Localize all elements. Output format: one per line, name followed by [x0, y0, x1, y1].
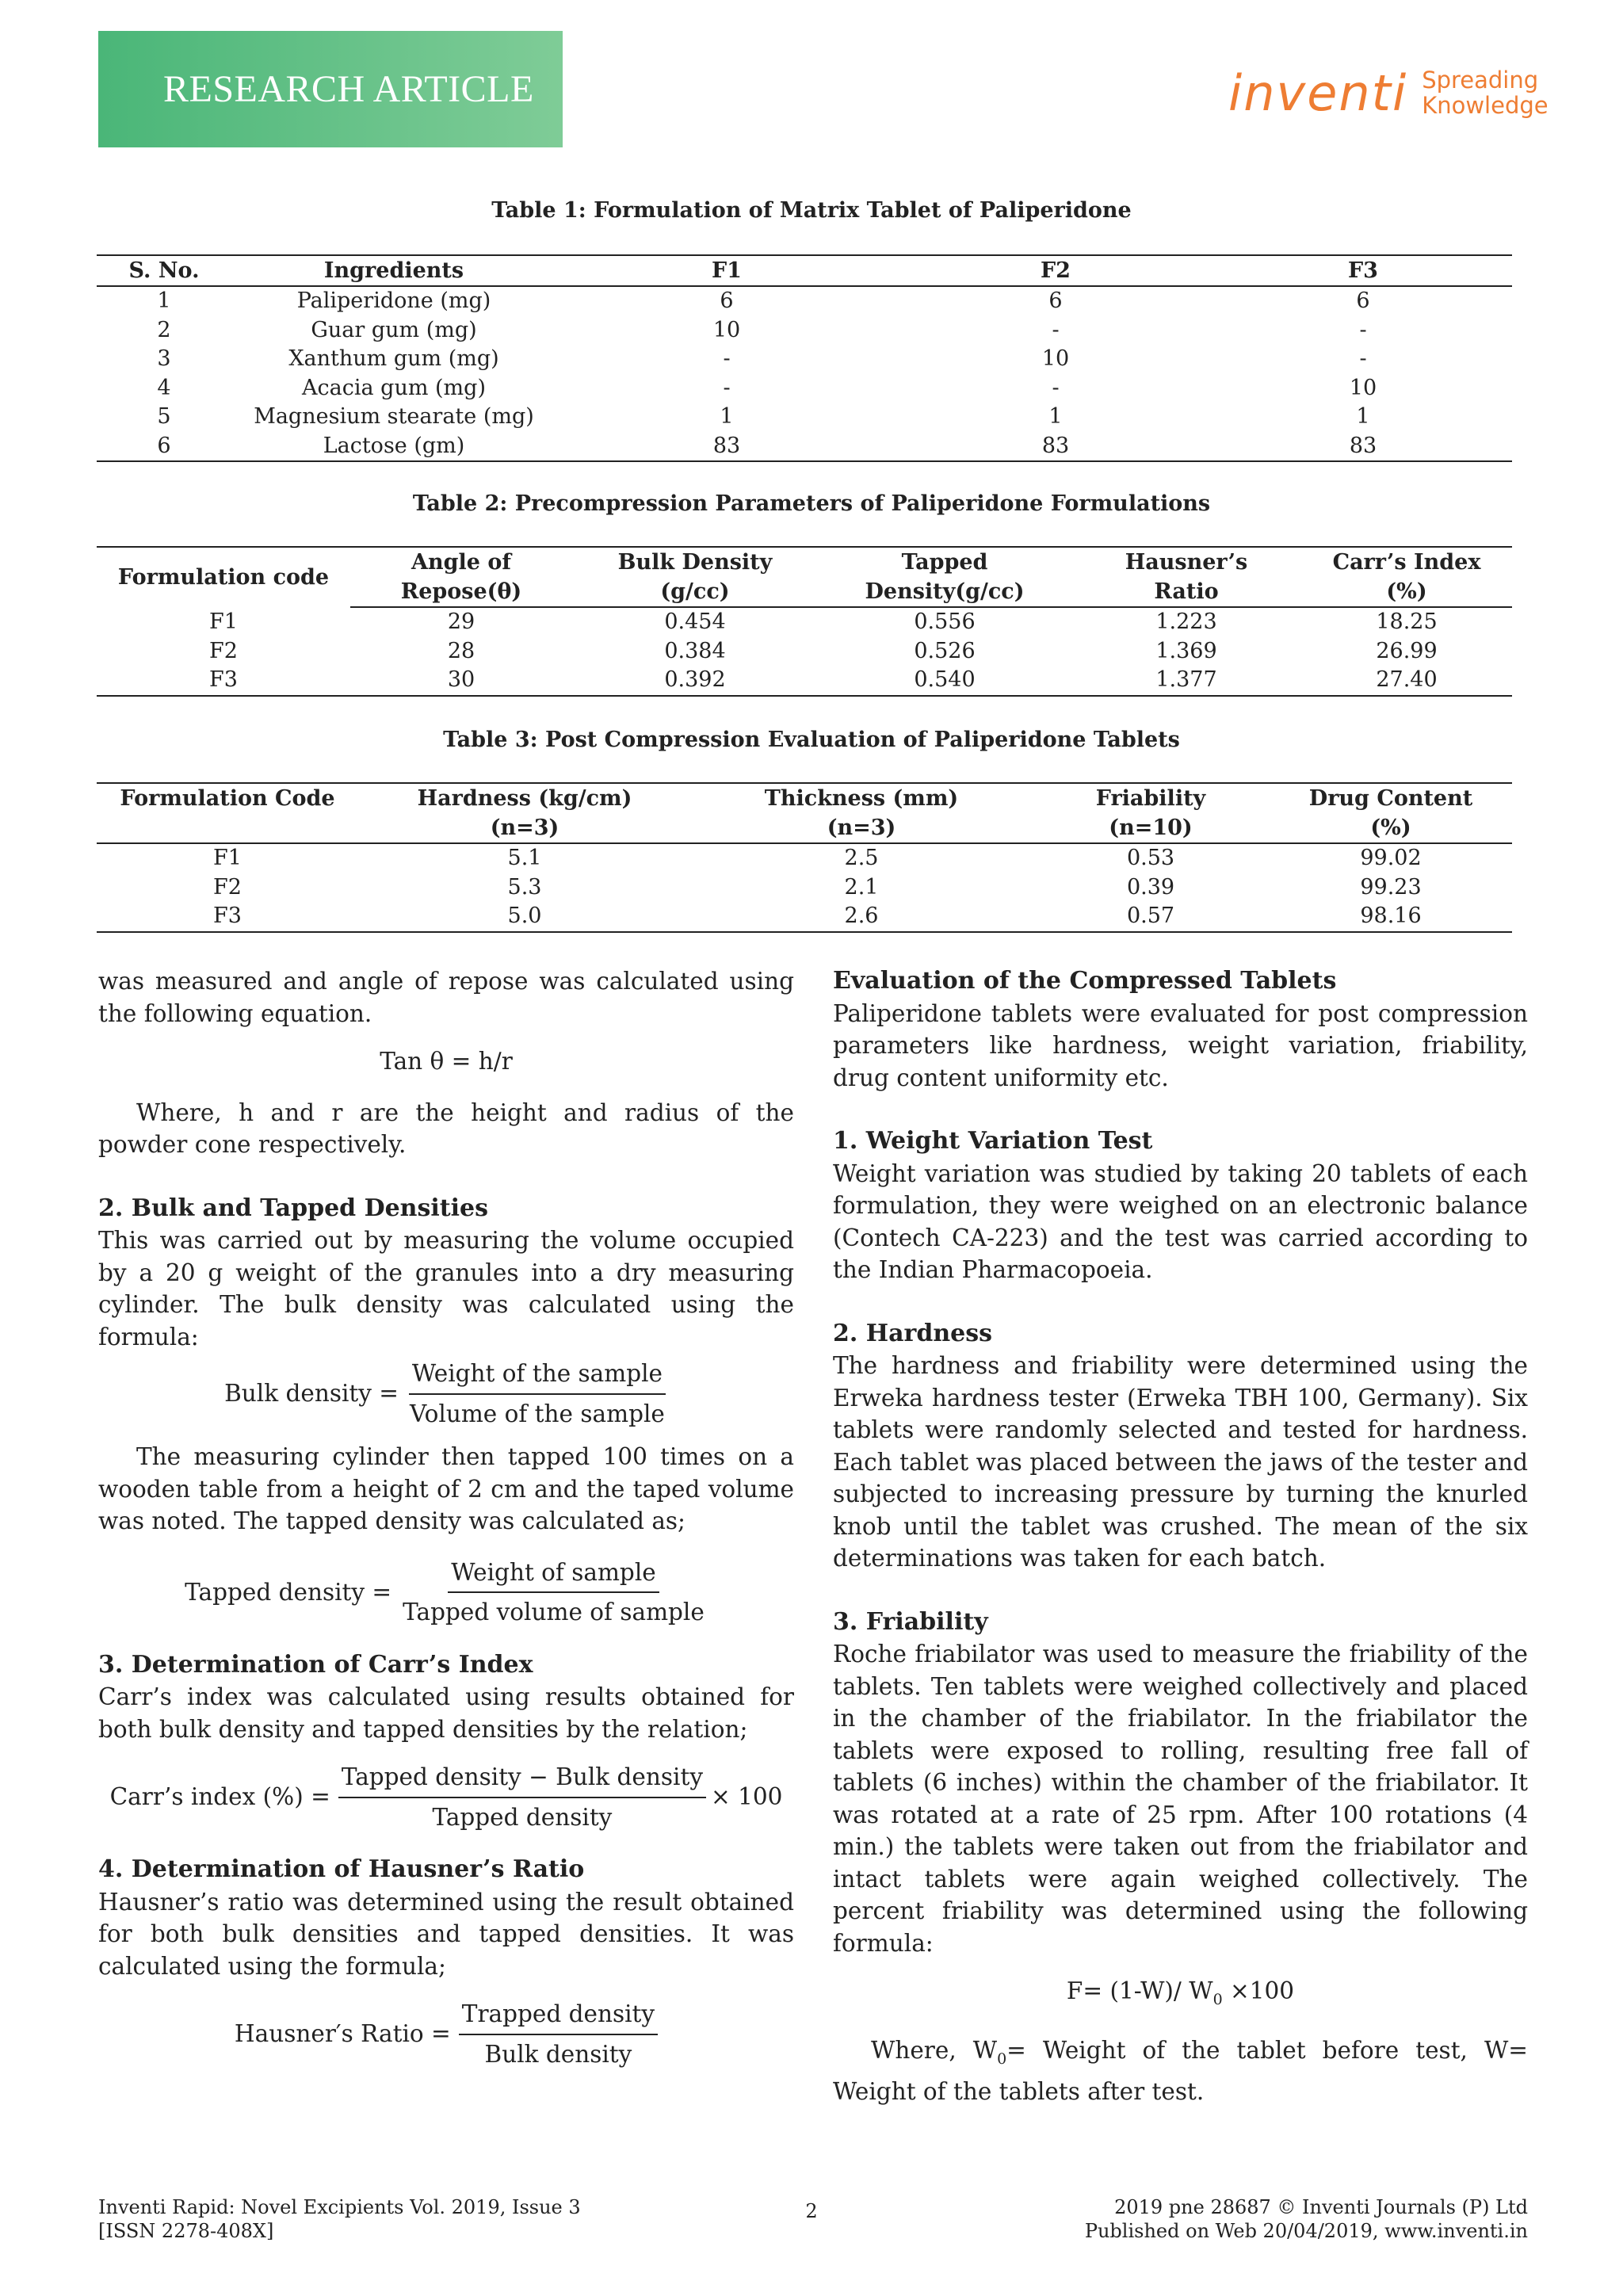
paragraph-subscript: 0 [997, 2050, 1007, 2069]
table1-header-cell: F3 [1214, 255, 1512, 286]
table-row [97, 286, 1512, 316]
table-cell: 83 [556, 432, 897, 462]
table-cell: 28 [447, 638, 475, 663]
table-cell: 98.16 [1270, 902, 1512, 932]
logo-tagline [1422, 67, 1548, 118]
body-paragraph: Hausner’s ratio was determined using the result obtained for both bulk densities and tapped densities. It was calculated using the formula; [98, 1888, 794, 1980]
body-paragraph: The hardness and friability were determined using the Erweka hardness tester (Erweka TBH 100, Germany). Six tablets were randomly selected and tested for hardness. Each tablet was placed between the jaws of the tester and subjected to increasing pressure by turning the knurled knob until the tablet was crushed. The mean of the six determinations was taken for each batch. [833, 1352, 1528, 1572]
table2-header-cell: Bulk Density [572, 547, 818, 577]
table-cell: Paliperidone (mg) [296, 288, 491, 313]
table-cell: 6 [97, 432, 231, 462]
table-cell: 26.99 [1376, 638, 1438, 663]
body-paragraph: Paliperidone tablets were evaluated for post compression parameters like hardness, weight variation, friability, drug content uniformity etc. [833, 999, 1528, 1091]
formula-numerator: Trapped density [459, 1998, 658, 2035]
logo-brand: inventi [1228, 63, 1408, 122]
table3-header-cell: Thickness (mm) [691, 783, 1032, 813]
table-cell: Acacia gum (mg) [302, 375, 486, 400]
table-cell: - [1359, 346, 1367, 371]
table3-header-cell [97, 813, 358, 843]
table3 [97, 782, 1512, 933]
friability-equation [833, 1975, 1528, 2015]
table-cell: 6 [1048, 288, 1063, 313]
formula-denominator: Bulk density [484, 2040, 632, 2068]
table-row [97, 374, 1512, 403]
table-cell: - [1359, 317, 1367, 342]
table3-header-cell: Formulation Code [97, 783, 358, 813]
footer-left [98, 2195, 581, 2243]
table-cell: 99.23 [1360, 874, 1422, 900]
table-cell: F1 [213, 846, 242, 870]
equation-text: F= (1-W)/ W [1066, 1977, 1213, 2004]
paragraph-text: Where, W [871, 2037, 998, 2065]
table-cell: 18.25 [1376, 609, 1438, 634]
formula-denominator: Volume of the sample [410, 1400, 665, 1427]
footer-copyright: 2019 pne 28687 © Inventi Journals (P) Ltd [1114, 2196, 1528, 2218]
article-type-label: RESEARCH ARTICLE [163, 68, 534, 110]
body-paragraph: Carr’s index was calculated using results obtained for both bulk density and tapped densities by the relation; [98, 1683, 794, 1743]
section-heading: 4. Determination of Hausner’s Ratio [98, 1855, 585, 1883]
table-cell: 2 [157, 317, 171, 342]
section-heading: 3. Determination of Carr’s Index [98, 1650, 533, 1679]
table-row [97, 345, 1512, 374]
body-paragraph: was measured and angle of repose was calculated using the following equation. [98, 968, 794, 1027]
table-row [97, 637, 1512, 667]
table-cell: 0.526 [914, 638, 976, 663]
table-cell: 2.1 [844, 874, 879, 900]
body-paragraph: Weight variation was studied by taking 20 tablets of each formulation, they were weighed on an electronic balance (Contech CA-223) and the test was carried according to the Indian Pharmacopoeia. [833, 1159, 1528, 1283]
formula-numerator: Tapped density − Bulk density [338, 1761, 706, 1798]
table3-header-cell: Hardness (kg/cm) [358, 783, 691, 813]
table2-header-cell: Angle of [350, 547, 572, 577]
table-row [97, 666, 1512, 696]
formula-numerator: Weight of sample [448, 1557, 659, 1594]
table-cell: F2 [213, 874, 242, 900]
table-cell: Magnesium stearate (mg) [254, 404, 534, 429]
table3-caption: Table 3: Post Compression Evaluation of Paliperidone Tablets [443, 728, 1180, 752]
equation-subscript: 0 [1212, 1990, 1223, 2008]
body-paragraph: Roche friabilator was used to measure the friability of the tablets. Ten tablets were weighed collectively and placed in the chamber of the friabilator. In the friabilator the tablets were exposed to rolling, resulting free fall of tablets (6 inches) within the chamber of the friabilator. It was rotated at a rate of 25 rpm. After 100 rotations (4 min.) the tablets were taken out from the friabilator and intact tablets were again weighed collectively. The percent friability was determined using the following formula: [833, 1641, 1528, 1957]
table-cell: 0.39 [1126, 874, 1175, 900]
formula-lhs: Tapped density = [185, 1578, 392, 1606]
table2-caption: Table 2: Precompression Parameters of Paliperidone Formulations [412, 491, 1211, 516]
footer-right [1085, 2195, 1528, 2243]
footer-journal: Inventi Rapid: Novel Excipients Vol. 2019, Issue 3 [98, 2196, 581, 2218]
table2 [97, 546, 1512, 697]
equation-text: ×100 [1222, 1977, 1295, 2004]
table-cell: 0.57 [1032, 902, 1270, 932]
table2-header-cell: (g/cc) [572, 577, 818, 607]
formula-numerator: Weight of the sample [409, 1358, 666, 1395]
table1-header-cell: S. No. [97, 255, 231, 286]
table-cell: 5.3 [507, 874, 542, 900]
table-cell: 3 [157, 346, 171, 371]
table-row [97, 607, 1512, 637]
table-cell: 10 [1041, 346, 1070, 371]
table-cell: 0.540 [818, 666, 1071, 696]
table-cell: 5.1 [507, 846, 542, 870]
table-cell: - [723, 375, 731, 400]
table-cell: 5 [157, 404, 171, 429]
table-cell: 4 [157, 375, 171, 400]
footer-published: Published on Web 20/04/2019, www.inventi.in [1084, 2220, 1528, 2242]
formula-rhs: × 100 [710, 1783, 783, 1811]
table-cell: 0.454 [664, 609, 726, 634]
table-cell: 0.384 [664, 638, 726, 663]
table-cell: 83 [897, 432, 1214, 462]
table-cell: 1.223 [1155, 609, 1217, 634]
table2-header-cell: Tapped [818, 547, 1071, 577]
table-row [97, 316, 1512, 346]
section-heading: Evaluation of the Compressed Tablets [833, 967, 1337, 995]
section-heading: 1. Weight Variation Test [833, 1127, 1153, 1155]
formula-lhs: Bulk density = [224, 1380, 399, 1408]
article-type-banner [98, 31, 563, 147]
table3-header-row [97, 783, 1512, 813]
tapped-density-formula [98, 1557, 794, 1629]
section-heading: 3. Friability [833, 1607, 988, 1636]
table1-header-cell: F2 [897, 255, 1214, 286]
table-cell: 5.0 [358, 902, 691, 932]
table-cell: 0.53 [1126, 846, 1175, 870]
formula-lhs: Carr’s index (%) = [109, 1783, 330, 1811]
body-paragraph [833, 2034, 1528, 2107]
table-cell: 83 [1214, 432, 1512, 462]
left-column [98, 965, 794, 2070]
table-row [97, 873, 1512, 903]
table-cell: 10 [712, 317, 741, 342]
table-cell: 30 [350, 666, 572, 696]
table-cell: 29 [447, 609, 475, 634]
table-row [97, 432, 1512, 462]
table3-header-cell: (n=10) [1032, 813, 1270, 843]
body-paragraph: Where, h and r are the height and radius of the powder cone respectively. [98, 1098, 794, 1158]
table3-header-cell: Friability [1032, 783, 1270, 813]
table3-header-row [97, 813, 1512, 843]
right-column [833, 965, 1528, 2107]
table2-header-cell: Hausner’s [1071, 547, 1301, 577]
table-cell: 1 [157, 288, 171, 313]
table-cell: F3 [97, 902, 358, 932]
table1 [97, 254, 1512, 462]
table-cell: Xanthum gum (mg) [288, 346, 499, 371]
table-cell: 0.556 [914, 609, 976, 634]
footer-issn: [ISSN 2278-408X] [98, 2220, 274, 2242]
table2-header-cell: Ratio [1071, 577, 1301, 607]
table1-header-cell: Ingredients [231, 255, 556, 286]
table-row [97, 843, 1512, 873]
table-cell: 6 [720, 288, 734, 313]
table-cell: - [1052, 375, 1060, 400]
logo-tag-line-2: Knowledge [1422, 92, 1549, 119]
table-cell: 1 [1356, 404, 1370, 429]
table-cell: 1.377 [1071, 666, 1301, 696]
table2-header-cell: Repose(θ) [350, 577, 572, 607]
table-cell: 99.02 [1360, 846, 1422, 870]
table2-header-row [97, 547, 1512, 577]
table-cell: 1 [1048, 404, 1063, 429]
table2-header-cell: Formulation code [97, 547, 350, 607]
formula-denominator: Tapped volume of sample [403, 1599, 705, 1626]
bulk-density-formula [98, 1358, 794, 1430]
formula-denominator: Tapped density [432, 1803, 613, 1831]
hausners-ratio-formula [98, 1998, 794, 2070]
table3-header-cell: (%) [1270, 813, 1512, 843]
table-cell: 0.392 [572, 666, 818, 696]
table-cell: 1 [720, 404, 734, 429]
table-cell: 6 [1356, 288, 1370, 313]
body-paragraph: This was carried out by measuring the volume occupied by a 20 g weight of the granules into a dry measuring cylinder. The bulk density was calculated using the formula: [98, 1227, 794, 1350]
table-cell: Lactose (gm) [231, 432, 556, 462]
body-paragraph: The measuring cylinder then tapped 100 times on a wooden table from a height of 2 cm and the taped volume was noted. The tapped density was calculated as; [98, 1443, 794, 1534]
tan-equation: Tan θ = h/r [380, 1048, 513, 1075]
table-cell: 2.5 [844, 846, 879, 870]
table3-header-cell: (n=3) [358, 813, 691, 843]
table-cell: Guar gum (mg) [311, 317, 477, 342]
table-cell: F1 [209, 609, 238, 634]
table-cell: 1.369 [1155, 638, 1217, 663]
table-cell: 10 [1349, 375, 1377, 400]
table3-header-cell: Drug Content [1270, 783, 1512, 813]
logo-tag-line-1: Spreading [1422, 67, 1539, 94]
table2-header-cell: Carr’s Index [1301, 547, 1512, 577]
table-cell: - [723, 346, 731, 371]
table1-caption: Table 1: Formulation of Matrix Tablet of Paliperidone [491, 198, 1132, 223]
table-cell: 27.40 [1301, 666, 1512, 696]
table-row [97, 403, 1512, 432]
section-heading: 2. Bulk and Tapped Densities [98, 1194, 489, 1222]
formula-lhs: Hausner′s Ratio = [234, 2020, 451, 2048]
table-cell: 2.6 [691, 902, 1032, 932]
table2-header-cell: (%) [1301, 577, 1512, 607]
section-heading: 2. Hardness [833, 1319, 993, 1347]
table-cell: F2 [209, 638, 238, 663]
table2-header-cell: Density(g/cc) [818, 577, 1071, 607]
table1-header-row [97, 255, 1512, 286]
inventi-logo [1228, 57, 1549, 128]
table-row [97, 902, 1512, 932]
table3-header-cell: (n=3) [691, 813, 1032, 843]
page-number: 2 [805, 2200, 818, 2222]
table-cell: - [1052, 317, 1060, 342]
table-cell: F3 [97, 666, 350, 696]
table1-header-cell: F1 [556, 255, 897, 286]
paragraph-text: = Weight of the tablet before test, W= Weight of the tablets after test. [833, 2037, 1528, 2105]
carrs-index-formula [98, 1761, 794, 1833]
